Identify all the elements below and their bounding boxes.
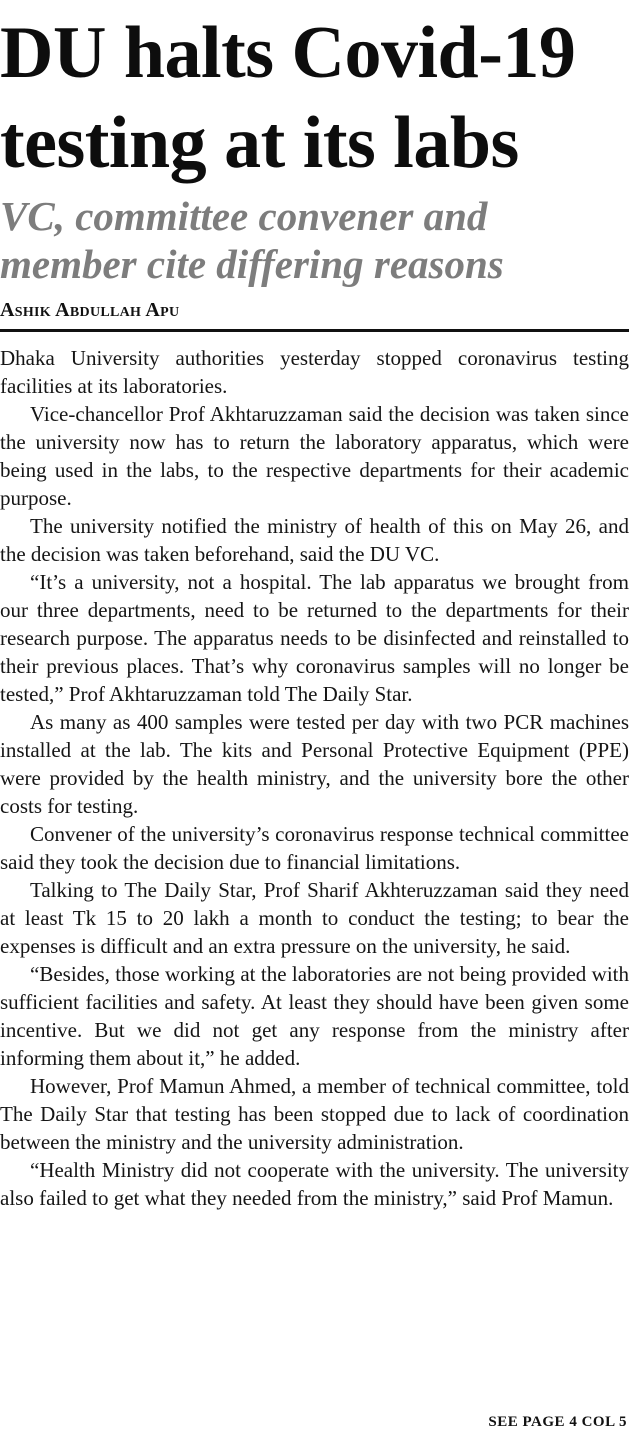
article-body — [0, 344, 629, 1212]
continued-jump-line: SEE PAGE 4 COL 5 — [488, 1414, 627, 1430]
paragraph: The university notified the ministry of health of this on May 26, and the decision was taken beforehand, said the DU VC. — [0, 514, 629, 566]
headline-line-1: DU halts Covid-19 — [0, 12, 576, 94]
headline-line-2: testing at its labs — [0, 102, 519, 184]
paragraph: “It’s a university, not a hospital. The lab apparatus we brought from our three departments, need to be returned to the departments for their research purpose. The apparatus needs to be disinfected and reinstalled to their previous places. That’s why coronavirus samples will no longer be tested,” Prof Akhtaruzzaman told The Daily Star. — [0, 570, 629, 706]
paragraph: However, Prof Mamun Ahmed, a member of technical committee, told The Daily Star that testing has been stopped due to lack of coordination between the ministry and the university administration. — [0, 1074, 629, 1154]
paragraph: Vice-chancellor Prof Akhtaruzzaman said the decision was taken since the university now has to return the laboratory apparatus, which were being used in the labs, to the respective departments for their academic purpose. — [0, 402, 629, 510]
divider-rule — [0, 329, 629, 332]
paragraph: “Health Ministry did not cooperate with the university. The university also failed to get what they needed from the ministry,” said Prof Mamun. — [0, 1158, 629, 1210]
headline — [0, 8, 629, 188]
subheadline-line-2: member cite differing reasons — [0, 241, 504, 287]
paragraph: As many as 400 samples were tested per day with two PCR machines installed at the lab. The kits and Personal Protective Equipment (PPE) were provided by the health ministry, and the university bore the other costs for testing. — [0, 710, 629, 818]
paragraph: “Besides, those working at the laboratories are not being provided with sufficient facilities and safety. At least they should have been given some incentive. But we did not get any response from the ministry after informing them about it,” he added. — [0, 962, 629, 1070]
paragraph: Convener of the university’s coronavirus response technical committee said they took the decision due to financial limitations. — [0, 822, 629, 874]
subheadline-line-1: VC, committee convener and — [0, 193, 488, 239]
paragraph: Talking to The Daily Star, Prof Sharif Akhteruzzaman said they need at least Tk 15 to 20 lakh a month to conduct the testing; to bear the expenses is difficult and an extra pressure on the university, he said. — [0, 878, 629, 958]
byline: Ashik Abdullah Apu — [0, 299, 180, 321]
paragraph: Dhaka University authorities yesterday stopped coronavirus testing facilities at its laboratories. — [0, 346, 629, 398]
subheadline — [0, 192, 629, 288]
